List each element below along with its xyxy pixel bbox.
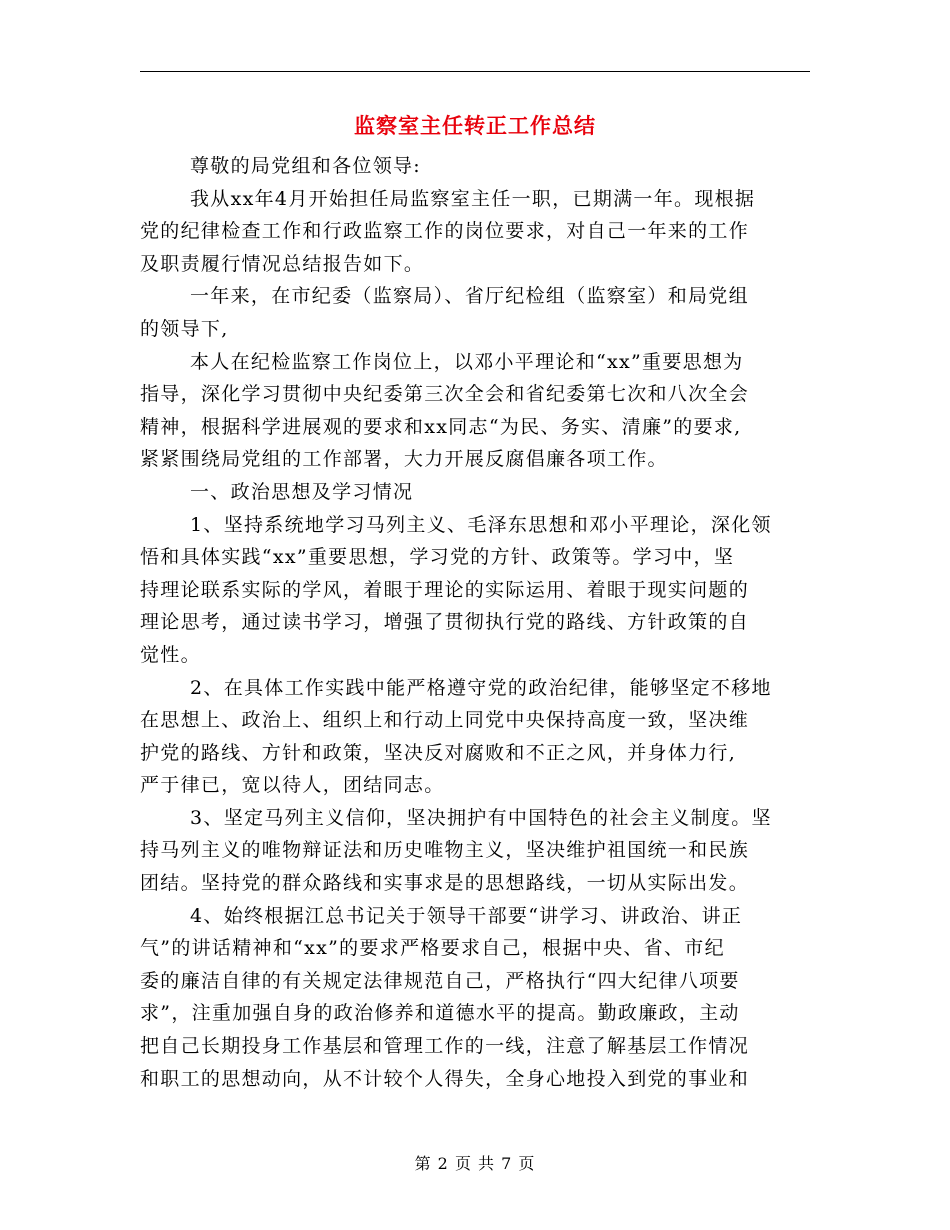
text-line: 3、坚定马列主义信仰，坚决拥护有中国特色的社会主义制度。坚 [190,806,772,829]
page-footer [0,1152,950,1176]
text-line: 精神，根据科学进展观的要求和xx同志“为民、务实、清廉”的要求, [140,415,742,438]
text-line: 2、在具体工作实践中能严格遵守党的政治纪律，能够坚定不移地 [190,676,772,699]
paragraph [140,150,812,183]
text-line: 党的纪律检查工作和行政监察工作的岗位要求，对自己一年来的工作 [140,220,750,243]
text-line: 理论思考，通过读书学习，增强了贯彻执行党的路线、方针政策的自 [140,611,750,634]
text-line: 委的廉洁自律的有关规定法律规范自己，严格执行“四大纪律八项要 [140,969,740,992]
paragraph [140,509,812,672]
paragraph [140,802,812,900]
text-line: 觉性。 [140,643,201,666]
text-line: 严于律已，宽以待人，团结同志。 [140,774,445,797]
paragraph [140,672,812,802]
text-line: 紧紧围绕局党组的工作部署，大力开展反腐倡廉各项工作。 [140,448,668,471]
document-body [140,150,812,1095]
text-line: 一年来，在市纪委（监察局）、省厅纪检组（监察室）和局党组 [190,285,749,308]
text-line: 本人在纪检监察工作岗位上，以邓小平理论和“xx”重要思想为 [190,350,744,373]
text-line: 指导，深化学习贯彻中央纪委第三次全会和省纪委第七次和八次全会 [140,383,750,406]
text-line: 的领导下, [140,317,229,340]
text-line: 把自己长期投身工作基层和管理工作的一线，注意了解基层工作情况 [140,1035,750,1058]
page-number-label: 第 2 页 共 7 页 [414,1154,536,1173]
text-line: 悟和具体实践“xx”重要思想，学习党的方针、政策等。学习中，坚 [140,546,735,569]
text-line: 持马列主义的唯物辩证法和历史唯物主义，坚决维护祖国统一和民族 [140,839,750,862]
paragraph [140,280,812,345]
text-line: 团结。坚持党的群众路线和实事求是的思想路线，一切从实际出发。 [140,872,750,895]
text-line: 在思想上、政治上、组织上和行动上同党中央保持高度一致，坚决维 [140,709,750,732]
text-line: 护党的路线、方针和政策，坚决反对腐败和不正之风，并身体力行, [140,741,737,764]
document-title: 监察室主任转正工作总结 [354,113,596,138]
text-line: 我从xx年4月开始担任局监察室主任一职，已期满一年。现根据 [190,187,756,210]
text-line: 一、政治思想及学习情况 [190,480,414,503]
text-line: 1、坚持系统地学习马列主义、毛泽东思想和邓小平理论，深化领 [190,513,772,536]
paragraph [140,476,812,509]
text-line: 和职工的思想动向，从不计较个人得失，全身心地投入到党的事业和 [140,1067,750,1090]
text-line: 4、始终根据江总书记关于领导干部要“讲学习、讲政治、讲正 [190,904,743,927]
text-line: 求”，注重加强自身的政治修养和道德水平的提高。勤政廉政，主动 [140,1002,740,1025]
paragraph [140,183,812,281]
text-line: 持理论联系实际的学风，着眼于理论的实际运用、着眼于现实问题的 [140,578,750,601]
paragraph [140,346,812,476]
text-line: 气”的讲话精神和“xx”的要求严格要求自己，根据中央、省、市纪 [140,937,725,960]
paragraph [140,900,812,1096]
text-line: 及职责履行情况总结报告如下。 [140,252,425,275]
header-rule [140,71,810,72]
text-line: 尊敬的局党组和各位领导: [190,155,422,177]
